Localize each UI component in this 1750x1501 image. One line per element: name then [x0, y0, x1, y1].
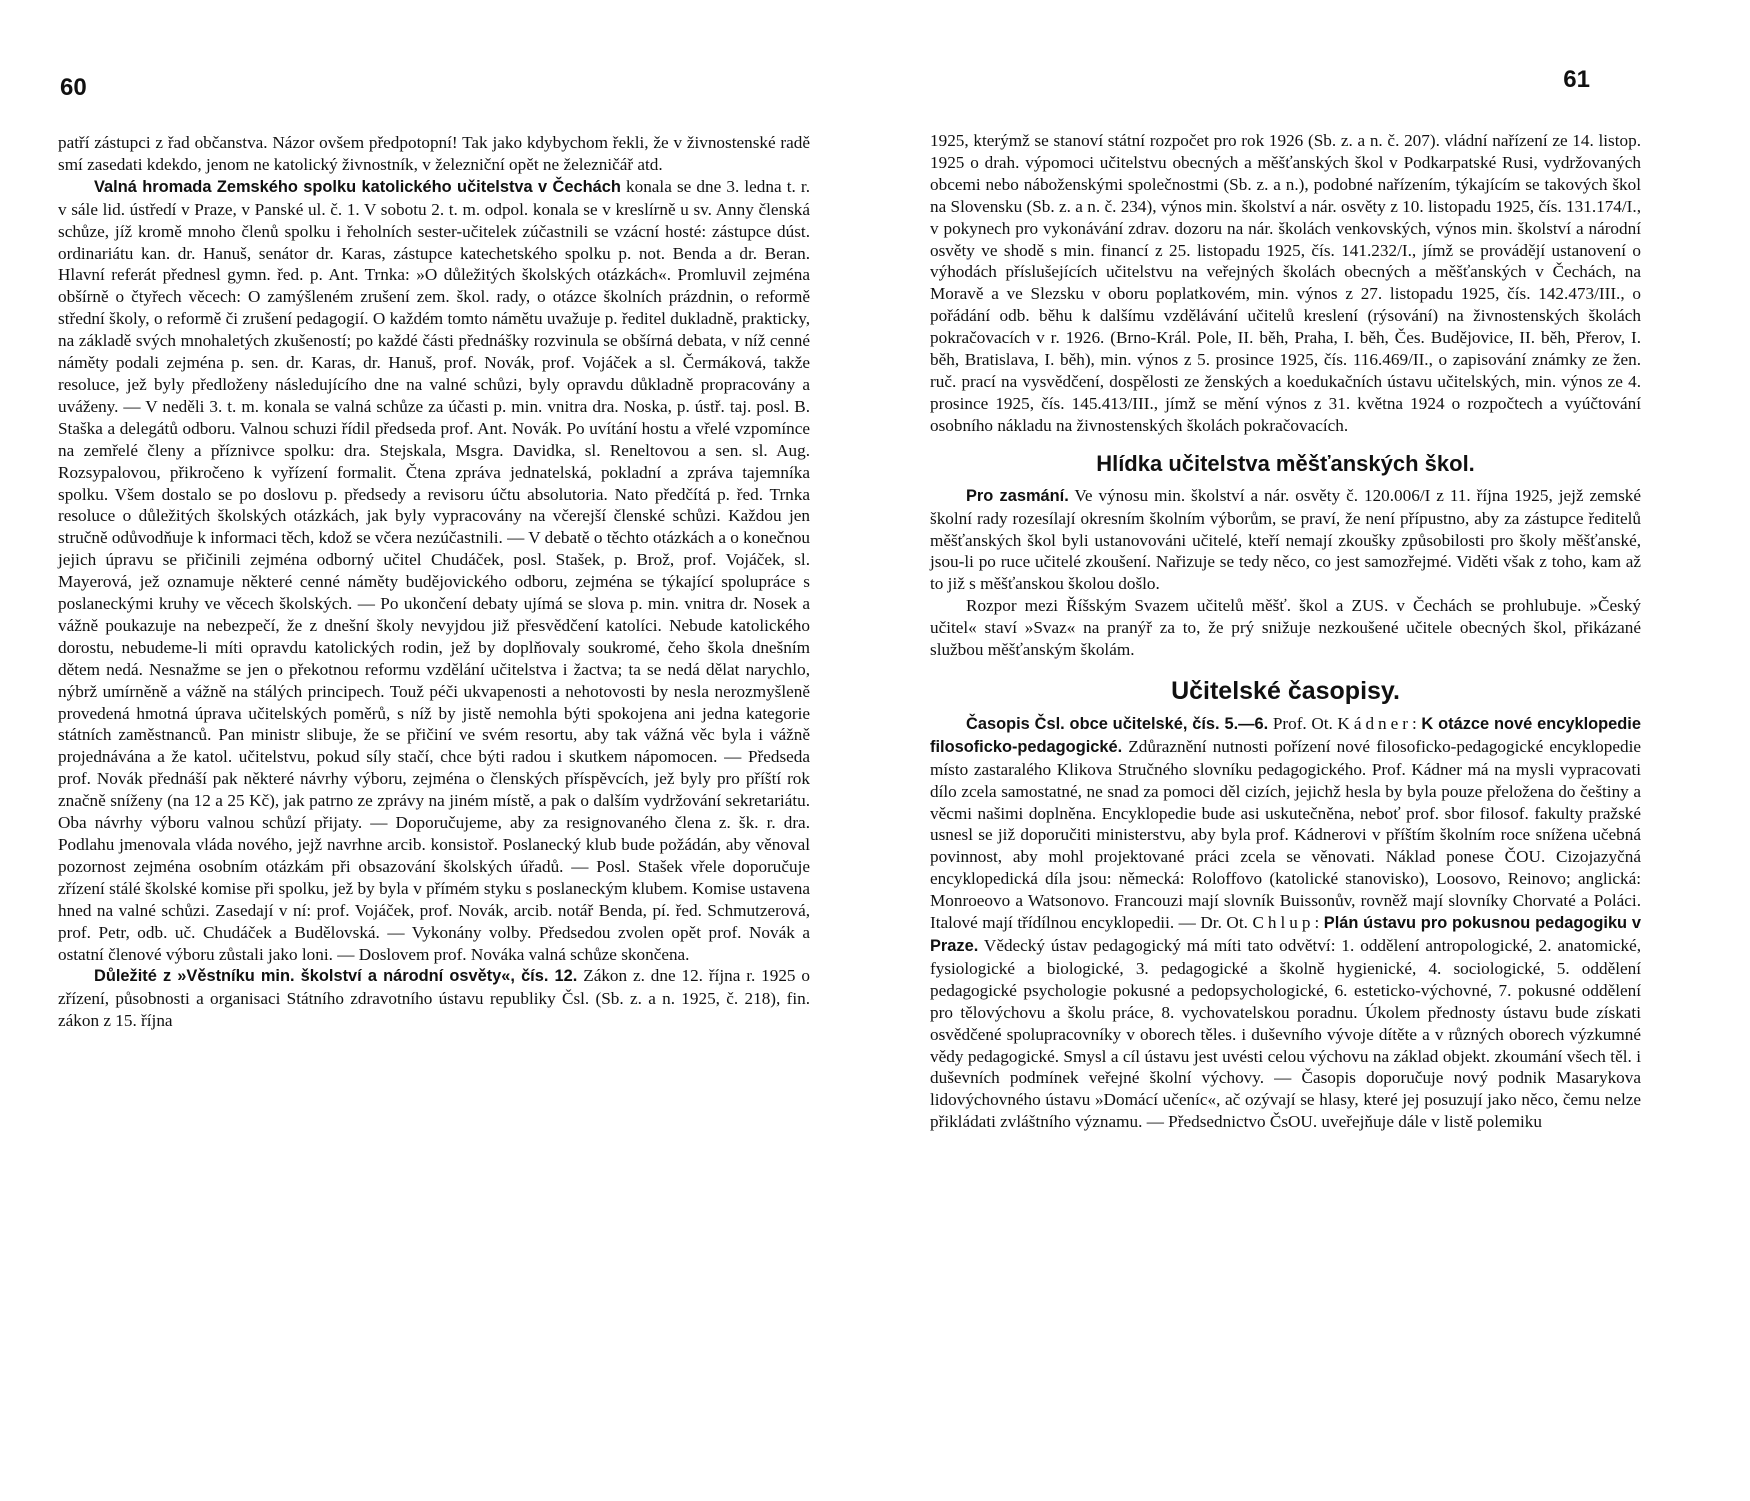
- paragraph-casopis-cou: [930, 713, 1641, 1133]
- author-name: Chlup: [1252, 913, 1315, 933]
- left-column-text: [58, 132, 810, 1032]
- paragraph-lead: Valná hromada Zemského spolku katolického učitelstva v Čechách: [94, 177, 621, 196]
- section-heading-hlidka: Hlídka učitelstva měšťanských škol.: [1096, 450, 1475, 476]
- section-heading-casopisy: Učitelské časopisy.: [1171, 676, 1400, 705]
- paragraph-text: patří zástupci z řad občanstva. Názor ovšem předpotopní! Tak jako kdybychom řekli, že v živnostenské radě smí zasedati kdekdo, jenom ne katolický živnostník, v železniční opět ne železničář atd.: [58, 133, 810, 174]
- paragraph-text: Vědecký ústav pedagogický má míti tato odvětví: 1. oddělení antropologické, 2. anatomické, fysiologické a biologické, 3. pedagogické a školně hygienické, 4. sociologické, 5. oddělení pedagogické psychologie pokusné a pedopsychologické, 6. esteticko-výchovné, 7. pokusné oddělení pro tělovýchovu a školu práce, 8. vychovatelskou poradnu. Úkolem přednosty ústavu bude získati osvědčené spolupracovníky v oborech těles. i duševního vývoje dítěte a v různých oborech výzkumné vědy pedagogické. Smysl a cíl ústavu jest uvésti celou výchovu na základ objekt. zkoumání všech těl. i duševních podmínek veřejné školní výchovy. — Časopis doporučuje nový podnik Masarykova lidovýchovného ústavu »Domácí učeníc«, ač ozývají se hlasy, které jej posuzují jako něco, čemu nelze přikládati zvláštního významu. — Předsednictvo ČsOU. uveřejňuje dále v listě polemiku: [930, 936, 1641, 1132]
- paragraph-text: Zdůraznění nutnosti pořízení nové filosoficko-pedagogické encyklopedie místo zastaralého Klikova Stručného slovníku pedagogického. Prof. Kádner má na mysli vypracovati dílo zcela samostatné, ne snad za pomoci děl cizích, jejichž hesla by byla pouze přeložena do češtiny a věcmi našimi doplněna. Encyklopedie bude asi uskutečněna, neboť prof. sbor filosof. fakulty pražské usnesl se již doporučiti ministerstvu, aby byla prof. Kádnerovi v příštím školním roce snížena učebná povinnost, aby mohl projektované práci zcela se věnovati. Náklad ponese ČOU. Cizojazyčná encyklopedická díla jsou: německá: Roloffovo (katolické stanovisko), Loosovo, Reinovo; anglická: Monroeovo a Watsonovo. Francouzi mají slovník Buissonův, rovněž mají slovníky Chorvaté a Poláci. Italové mají třídílnou encyklopedii. — Dr. Ot.: [930, 736, 1641, 933]
- paragraph-intro: [58, 132, 810, 176]
- paragraph-pro-zasmani: [930, 485, 1641, 596]
- paragraph-rozpor: Rozpor mezi Říšským Svazem učitelů měšť. škol a ZUS. v Čechách se prohlubuje. »Český učitel« staví »Svaz« na pranýř za to, že prý snižuje nezkoušené učitele obecných škol, přikázané službou měšťanským školám.: [930, 596, 1641, 660]
- paragraph-text: Ve výnosu min. školství a nár. osvěty č. 120.006/I z 11. října 1925, jejž zemské školní rady rozesílají okresním školním výborům, se praví, že není přípustno, aby za zástupce ředitelů měšťanských škol byli ustanovováni učitelé, kteří nemají zkoušky způsobilosti pro školy měšťanské, jsou-li po ruce učitelé zkoušení. Nařizuje se tedy něco, co jest samozřejmé. Viděti však z toho, kam až to již s měšťanskou školou došlo.: [930, 485, 1641, 594]
- paragraph-text: Prof. Ot.: [1268, 713, 1338, 733]
- paragraph-continuation: 1925, kterýmž se stanoví státní rozpočet pro rok 1926 (Sb. z. a n. č. 207). vládní nařízení ze 14. listop. 1925 o drah. výpomoci učitelstvu obecných a měšťanských škol v Podkarpatské Rusi, vydržovaných obcemi nebo náboženskými společnostmi (Sb. z. a n.), podobné nařízením, týkajícím se takových škol na Slovensku (Sb. z. a n. č. 234), výnos min. školství a nár. osvěty z 10. listopadu 1925, čís. 131.174/I., v pokynech pro vykonávání zdrav. dozoru na nár. školách venkovských, výnos min. školství a národní osvěty ve shodě s min. financí z 25. listopadu 1925, čís. 141.232/I., jímž se provádějí ustanovení o výhodách příslušejících učitelstvu na veřejných školách obecných a měšťanských v Čechách, na Moravě a ve Slezsku v oboru poplatkovém, min. výnos z 27. listopadu 1925, čís. 142.473/III., o pořádání odb. běhu k dalšímu vzdělávání učitelů kreslení (rýsování) na živnostenských školách pokračovacích v r. 1926. (Brno-Král. Pole, II. běh, Praha, I. běh, Čes. Budějovice, II. běh, Přerov, I. běh, Bratislava, I. běh), min. výnos z 5. prosince 1925, čís. 116.469/II., o zapisování známky ze žen. ruč. prací na vysvědčení, dospělosti ze ženských a koedukačních ústavu učitelských, min. výnos ze 4. prosince 1925, čís. 145.413/III., jímž se mění výnos z 31. května 1924 o rozpočtech a vyúčtování osobního nákladu na živnostenských školách pokračovacích.: [930, 131, 1641, 435]
- journal-title: Časopis Čsl. obce učitelské, čís. 5.—6.: [966, 714, 1269, 733]
- article-title: K otázce nové encyklopedie filosoficko-pedagogické.: [930, 714, 1641, 756]
- paragraph-vestnik: [58, 965, 810, 1032]
- paragraph-lead: Pro zasmání.: [966, 486, 1069, 505]
- page-number-left: 60: [60, 74, 87, 101]
- author-name: Kádner: [1337, 713, 1413, 733]
- paragraph-text: :: [1314, 913, 1324, 933]
- article-title: Plán ústavu pro pokusnou pedagogiku v Praze.: [930, 914, 1641, 955]
- paragraph-text: Zákon z. dne 12. října r. 1925 o zřízení, působnosti a organisaci Státního zdravotního ústavu republiky Čsl. (Sb. z. a n. 1925, č. 218), fin. zákon z 15. října: [58, 966, 810, 1031]
- page-number-right: 61: [1563, 66, 1590, 93]
- right-page: [875, 0, 1750, 1501]
- paragraph-text: :: [1412, 713, 1422, 733]
- paragraph-lead: Důležité z »Věstníku min. školství a národní osvěty«, čís. 12.: [94, 967, 578, 986]
- right-column-text: [930, 130, 1641, 1133]
- paragraph-valna-hromada: [58, 176, 810, 966]
- paragraph-text: konala se dne 3. ledna t. r. v sále lid. ústředí v Praze, v Panské ul. č. 1. V sobotu 2. t. m. odpol. konala se v kreslírně u sv. Anny členská schůze, jíž kromě mnoho členů spolku i řeholních sester-učitelek zúčastnili se vzácní hosté: zástupce dúst. ordinariátu kan. dr. Hanuš, senátor dr. Karas, zástupce katechetského spolku p. not. Benda a dr. Beran. Hlavní referát přednesl gymn. řed. p. Ant. Trnka: »O důležitých školských otázkách«. Promluvil zejména obšírně o čtyřech věcech: O zamýšleném zrušení zem. škol. rady, o otázce školních prázdnin, o reformě střední školy, o reformě či zrušení pedagogií. O každém tomto námětu uvažuje p. ředitel dukladně, prakticky, na základě svých mnohaletých zkušeností; po každé části přednášky rozvinula se obšírná debata, v níž cenné náměty podali zejména p. sen. dr. Karas, dr. Hanuš, prof. Novák, prof. Vojáček a sl. Čermáková, takže resoluce, jež byly předloženy následujícího dne na valné schůzi, byly opravdu důkladně propracovány a uváženy. — V neděli 3. t. m. konala se valná schůze za účasti p. min. vnitra dra. Noska, p. ústř. taj. posl. B. Staška a delegátů odboru. Valnou schuzi řídil předseda prof. Ant. Novák. Po uvítání hostu a vřelé vzpomínce na zemřelé členy a příznivce spolku: dra. Stejskala, Msgra. Davidka, sl. Reneltovou a sen. sl. Aug. Rozsypalovou, přikročeno k vyřízení formalit. Čtena zpráva jednatelská, pokladní a zpráva tajemníka spolku. Všem dostalo se po doslovu p. předsedy a revisoru účtu absolutoria. Nato předčítá p. řed. Trnka resoluce o důležitých školských otázkách, jak byly vypracovány na včerejší členské schůzi. Každou jen stručně odůvodňuje k informaci těch, kdož se včera nezúčastnili. — V debatě o těchto otázkách a o konečnou jejich úpravu se přičinili zejména odborný učitel Chudáček, posl. Stašek, p. Brož, prof. Vojáček, sl. Mayerová, jež oznamuje některé cenné náměty budějovického odboru, zejména se týkající spolupráce s poslaneckými kruhy ve věcech školských. — Po ukončení debaty ujímá se slova p. min. vnitra dr. Nosek a vážně poukazuje na nebezpečí, že z dnešní školy nevyjdou již přesvědčení katolíci. Nebude katolického dorostu, nebudeme-li míti opravdu katolických rodin, jež by doplňovaly soukromé, čeho škola dnešním dětem nedá. Nesnažme se jen o překotnou reformu vzdělání učitelstva i žactva; ta se nedá dělat narychlo, nýbrž umírněně a vážně na stálých principech. Touž péči ukvapenosti a nehotovosti by nesla nerozmyšleně provedená hmotná úprava učitelských poměrů, s níž by jistě nemohla býti spokojena ani jedna kategorie státních zaměstnanců. Pan ministr slibuje, že se přičiní ve svém resortu, aby tak vážná věc byla i vážně projednávána a že katol. učitelstvu, pokud síly stačí, chce býti radou i skutkem nápomocen. — Předseda prof. Novák přednáší pak některé návrhy výboru, zejména o členských příspěvcích, jež byly pro příští rok značně sníženy (na 12 a 25 Kč), jak patrno ze zprávy na jiném místě, a pak o dalším vydržování sekretariátu. Oba návrhy výboru valnou schůzí přijaty. — Doporučujeme, aby za resignovaného člena z. šk. r. dra. Podlahu jmenovala vláda nového, jejž navrhne arcib. konsistoř. Poslanecký klub bude požádán, aby věnoval pozornost zejména osobním otázkám při obsazování školských úřadů. — Posl. Stašek vřele doporučuje zřízení stálé školské komise při spolku, jež by byla v přímém styku s poslaneckým klubem. Komise ustavena hned na valné schůzi. Zasedají v ní: prof. Vojáček, prof. Novák, arcib. notář Benda, pí. řed. Schmutzerová, prof. Petr, odb. uč. Chudáček a Budělovská. — Vykonány volby. Předsedou zvolen opět prof. Novák a ostatní členové výboru zůstali jako loni. — Doslovem prof. Nováka valná schůze skončena.: [58, 176, 811, 964]
